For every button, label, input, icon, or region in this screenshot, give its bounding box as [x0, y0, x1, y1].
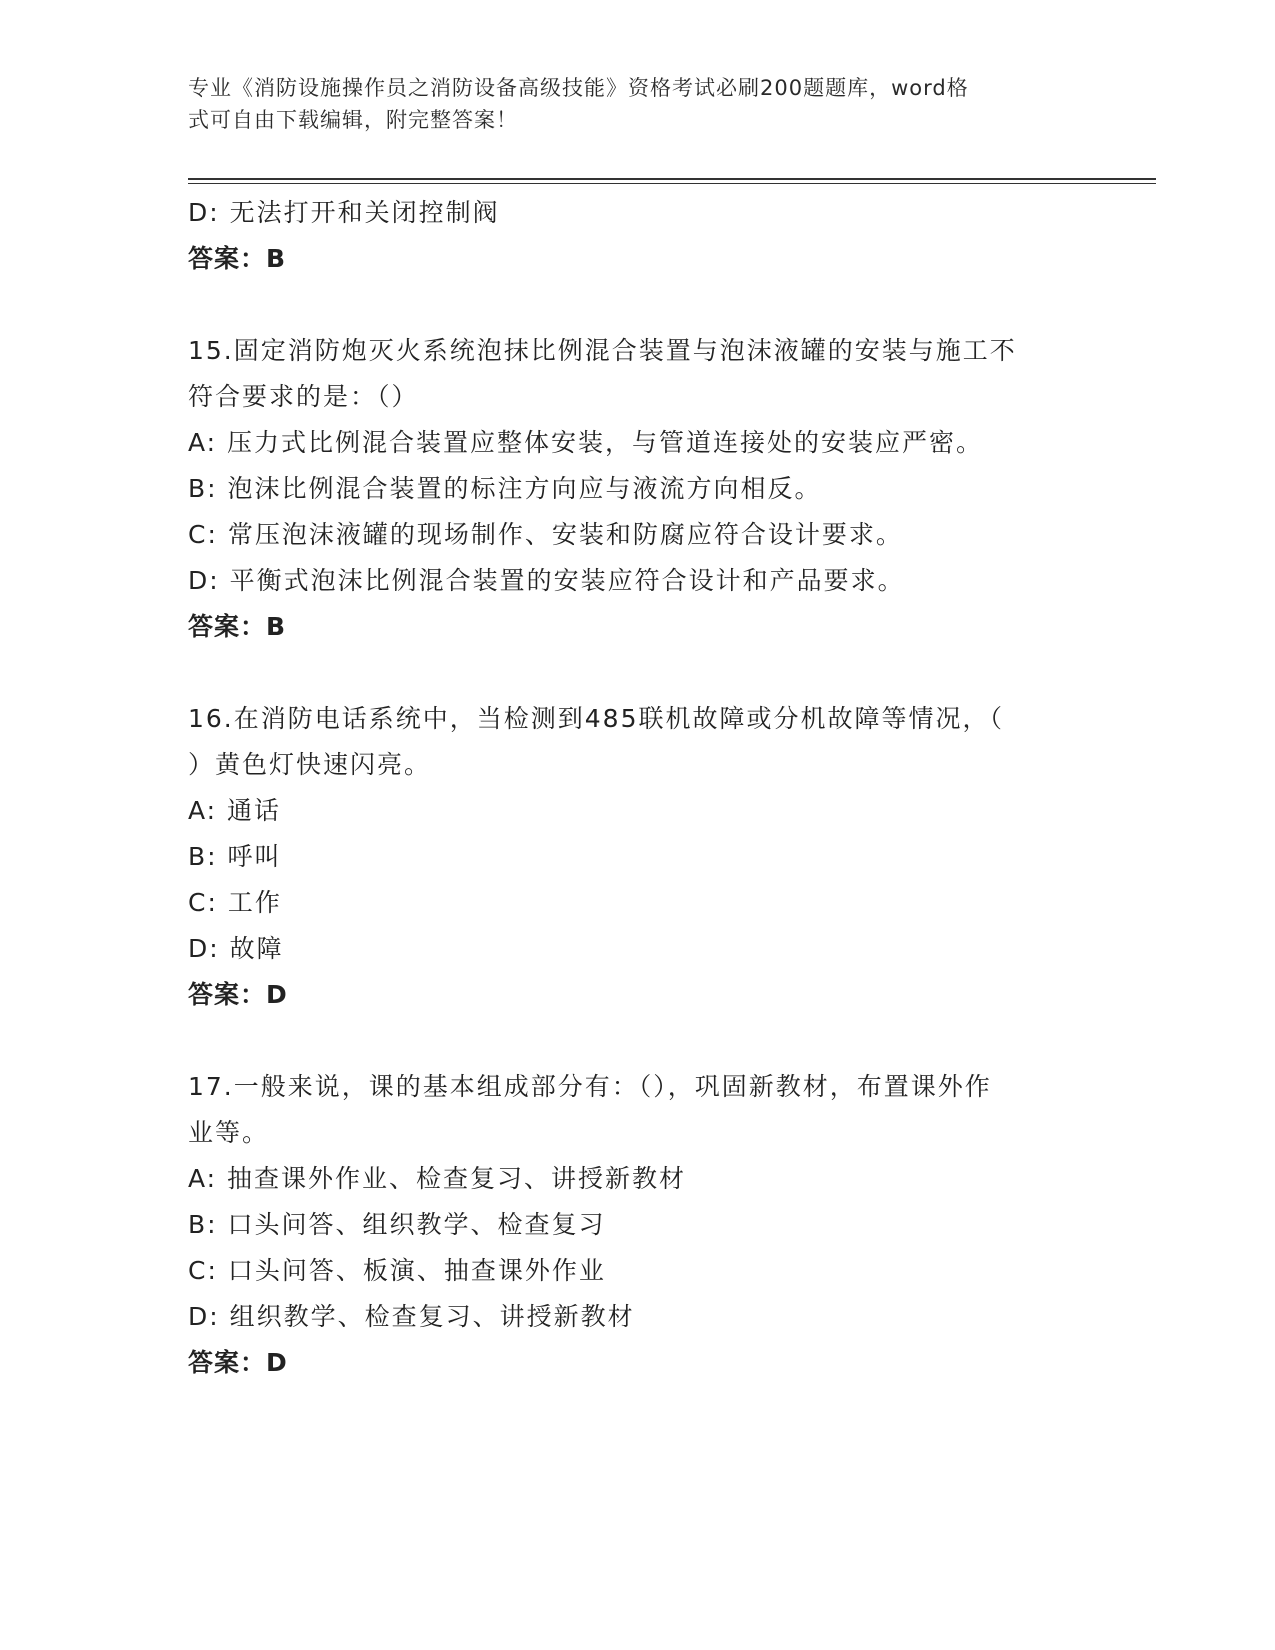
option-d: D: 组织教学、检查复习、讲授新教材	[188, 1302, 635, 1331]
question-stem-line-1: 15.固定消防炮灭火系统泡抹比例混合装置与泡沫液罐的安装与施工不	[188, 336, 1017, 365]
option-d: D: 无法打开和关闭控制阀	[188, 198, 500, 227]
header-line-1: 专业《消防设施操作员之消防设备高级技能》资格考试必刷200题题库，word格	[188, 76, 969, 100]
question-15	[188, 328, 1088, 650]
option-d: D: 平衡式泡沫比例混合装置的安装应符合设计和产品要求。	[188, 566, 905, 595]
question-stem-line-2: ）黄色灯快速闪亮。	[188, 750, 432, 779]
option-c: C: 口头问答、板演、抽查课外作业	[188, 1256, 606, 1285]
answer-line: 答案：B	[188, 612, 287, 641]
answer-line: 答案：B	[188, 244, 287, 273]
question-stem-line-1: 16.在消防电话系统中，当检测到485联机故障或分机故障等情况，（	[188, 704, 1004, 733]
option-d: D: 故障	[188, 934, 284, 963]
option-a: A: 压力式比例混合装置应整体安装，与管道连接处的安装应严密。	[188, 428, 984, 457]
option-c: C: 常压泡沫液罐的现场制作、安装和防腐应符合设计要求。	[188, 520, 903, 549]
answer-line: 答案：D	[188, 1348, 288, 1377]
option-a: A: 通话	[188, 796, 282, 825]
option-b: B: 呼叫	[188, 842, 282, 871]
document-header	[188, 72, 1088, 136]
question-stem-line-2: 业等。	[188, 1118, 270, 1147]
option-a: A: 抽查课外作业、检查复习、讲授新教材	[188, 1164, 687, 1193]
question-stem-line-2: 符合要求的是：（）	[188, 382, 419, 411]
document-body	[188, 190, 1088, 1386]
question-17	[188, 1064, 1088, 1386]
question-16	[188, 696, 1088, 1018]
header-line-2: 式可自由下载编辑，附完整答案！	[188, 108, 518, 132]
option-b: B: 口头问答、组织教学、检查复习	[188, 1210, 606, 1239]
question-14-tail	[188, 190, 1088, 282]
option-c: C: 工作	[188, 888, 282, 917]
option-b: B: 泡沫比例混合装置的标注方向应与液流方向相反。	[188, 474, 822, 503]
answer-line: 答案：D	[188, 980, 288, 1009]
header-rule-thin	[188, 183, 1156, 184]
header-rule-thick	[188, 178, 1156, 180]
question-stem-line-1: 17.一般来说，课的基本组成部分有：（），巩固新教材，布置课外作	[188, 1072, 992, 1101]
